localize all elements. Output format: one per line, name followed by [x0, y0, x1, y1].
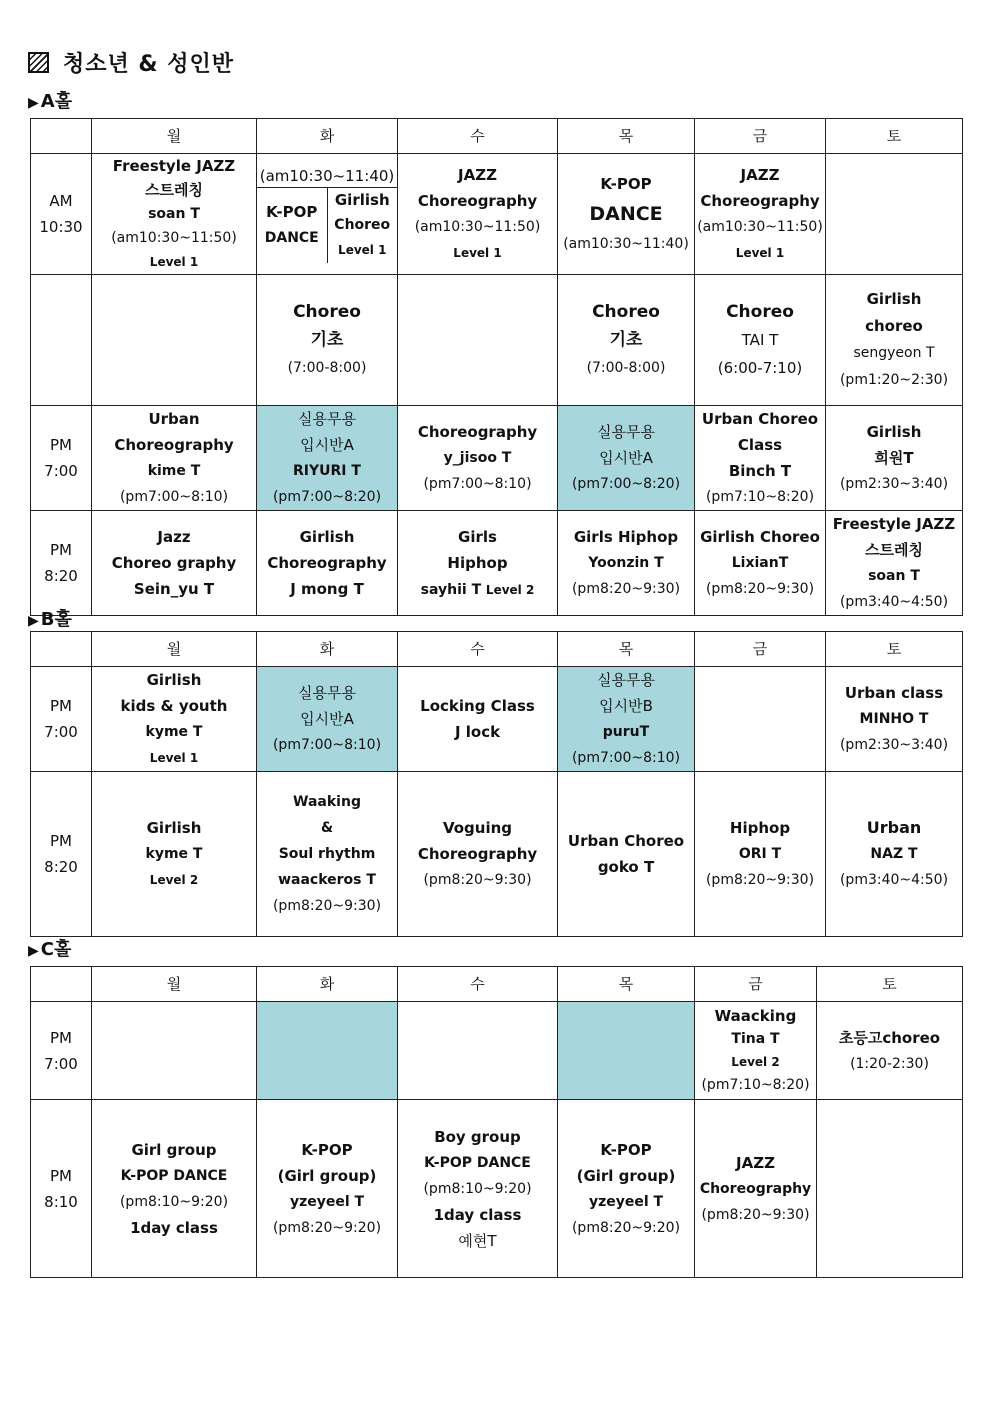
- day-header: 화: [257, 967, 398, 1002]
- day-header: 토: [826, 119, 963, 154]
- class-cell: Urban Choreo goko T: [558, 772, 695, 937]
- corner-cell: [31, 632, 92, 667]
- empty-cell: [92, 1002, 257, 1100]
- class-cell: K-POP (Girl group) yzeyeel T (pm8:20~9:20): [558, 1100, 695, 1278]
- time-cell: PM 8:20: [31, 772, 92, 937]
- class-cell: Girlish choreo sengyeon T (pm1:20~2:30): [826, 275, 963, 406]
- class-cell-split: [257, 154, 398, 275]
- class-cell: Girlish Choreo LixianT (pm8:20~9:30): [695, 511, 826, 616]
- class-cell: Urban NAZ T (pm3:40~4:50): [826, 772, 963, 937]
- empty-cell-highlighted: [558, 1002, 695, 1100]
- time-cell: PM 7:00: [31, 406, 92, 511]
- table-row: [31, 1002, 963, 1100]
- day-header: 목: [558, 119, 695, 154]
- split-subtable: [257, 165, 397, 263]
- day-header: 월: [92, 967, 257, 1002]
- class-cell: Girlish kids & youth kyme T Level 1: [92, 667, 257, 772]
- empty-cell: [817, 1100, 963, 1278]
- page-title: [28, 47, 234, 78]
- class-cell: Choreography y_jisoo T (pm7:00~8:10): [398, 406, 558, 511]
- day-header: 목: [558, 632, 695, 667]
- day-header: 월: [92, 119, 257, 154]
- page-title-text: 청소년 & 성인반: [63, 52, 235, 77]
- day-header: 금: [695, 967, 817, 1002]
- checkbox-hatched-icon: [28, 52, 49, 73]
- table-row: [31, 275, 963, 406]
- day-header: 토: [826, 632, 963, 667]
- class-cell: K-POP DANCE: [257, 187, 327, 263]
- table-row: [31, 511, 963, 616]
- class-cell: Girl group K-POP DANCE (pm8:10~9:20) 1day class: [92, 1100, 257, 1278]
- class-cell: Girlish kyme T Level 2: [92, 772, 257, 937]
- corner-cell: [31, 119, 92, 154]
- class-cell: Hiphop ORI T (pm8:20~9:30): [695, 772, 826, 937]
- table-row: [31, 154, 963, 275]
- day-header: 화: [257, 632, 398, 667]
- hall-b-label: ▶ B홀: [28, 609, 72, 630]
- hall-b-schedule-table: [30, 631, 963, 937]
- class-cell: Locking Class J lock: [398, 667, 558, 772]
- empty-cell: [826, 154, 963, 275]
- day-header: 목: [558, 967, 695, 1002]
- table-row: [31, 772, 963, 937]
- table-header-row: [31, 119, 963, 154]
- class-cell: Choreo TAI T (6:00-7:10): [695, 275, 826, 406]
- empty-cell: [92, 275, 257, 406]
- class-cell-highlighted: 실용무용 입시반A (pm7:00~8:20): [558, 406, 695, 511]
- class-cell: Urban Choreography kime T (pm7:00~8:10): [92, 406, 257, 511]
- time-cell: [31, 275, 92, 406]
- time-cell: PM 7:00: [31, 667, 92, 772]
- class-cell: JAZZ Choreography (am10:30~11:50) Level 1: [695, 154, 826, 275]
- class-cell: Waaking & Soul rhythm waackeros T (pm8:20~9:30): [257, 772, 398, 937]
- day-header: 토: [817, 967, 963, 1002]
- triangle-right-icon: ▶: [28, 613, 39, 629]
- day-header: 수: [398, 967, 558, 1002]
- day-header: 금: [695, 632, 826, 667]
- time-cell: PM 8:10: [31, 1100, 92, 1278]
- empty-cell: [398, 275, 558, 406]
- time-cell: PM 7:00: [31, 1002, 92, 1100]
- day-header: 화: [257, 119, 398, 154]
- class-cell: JAZZ Choreography (pm8:20~9:30): [695, 1100, 817, 1278]
- class-cell: Urban class MINHO T (pm2:30~3:40): [826, 667, 963, 772]
- day-header: 월: [92, 632, 257, 667]
- hall-c-schedule-table: [30, 966, 963, 1278]
- triangle-right-icon: ▶: [28, 95, 39, 111]
- table-row: [31, 406, 963, 511]
- table-row: [31, 1100, 963, 1278]
- empty-cell-highlighted: [257, 1002, 398, 1100]
- class-cell: Freestyle JAZZ 스트레칭 soan T (pm3:40~4:50): [826, 511, 963, 616]
- class-cell: Freestyle JAZZ 스트레칭 soan T (am10:30~11:50) Level 1: [92, 154, 257, 275]
- class-cell: Girls Hiphop sayhii T Level 2: [398, 511, 558, 616]
- triangle-right-icon: ▶: [28, 943, 39, 959]
- class-cell: JAZZ Choreography (am10:30~11:50) Level 1: [398, 154, 558, 275]
- class-cell: Girlish 희원T (pm2:30~3:40): [826, 406, 963, 511]
- time-cell: AM 10:30: [31, 154, 92, 275]
- class-cell: Voguing Choreography (pm8:20~9:30): [398, 772, 558, 937]
- hall-a-schedule-table: [30, 118, 963, 616]
- hall-a-label: ▶ A홀: [28, 91, 73, 112]
- class-cell: Girlish Choreo Level 1: [334, 190, 391, 257]
- class-cell: K-POP DANCE (am10:30~11:40): [558, 154, 695, 275]
- class-cell: 초등고choreo (1:20-2:30): [817, 1002, 963, 1100]
- table-row: [31, 667, 963, 772]
- class-cell: Boy group K-POP DANCE (pm8:10~9:20) 1day class 예현T: [398, 1100, 558, 1278]
- class-cell: Choreo 기초 (7:00-8:00): [257, 275, 398, 406]
- empty-cell: [398, 1002, 558, 1100]
- class-cell-highlighted: 실용무용 입시반A RIYURI T (pm7:00~8:20): [257, 406, 398, 511]
- class-cell: Choreo 기초 (7:00-8:00): [558, 275, 695, 406]
- class-cell: Girlish Choreography J mong T: [257, 511, 398, 616]
- table-header-row: [31, 967, 963, 1002]
- day-header: 수: [398, 119, 558, 154]
- hall-c-label: ▶ C홀: [28, 939, 72, 960]
- class-cell: K-POP (Girl group) yzeyeel T (pm8:20~9:20): [257, 1100, 398, 1278]
- day-header: 금: [695, 119, 826, 154]
- corner-cell: [31, 967, 92, 1002]
- class-cell: Girls Hiphop Yoonzin T (pm8:20~9:30): [558, 511, 695, 616]
- class-cell-highlighted: 실용무용 입시반B puruT (pm7:00~8:10): [558, 667, 695, 772]
- time-cell: PM 8:20: [31, 511, 92, 616]
- day-header: 수: [398, 632, 558, 667]
- class-cell: Jazz Choreo graphy Sein_yu T: [92, 511, 257, 616]
- class-cell: Waacking Tina T Level 2 (pm7:10~8:20): [695, 1002, 817, 1100]
- class-cell-highlighted: 실용무용 입시반A (pm7:00~8:10): [257, 667, 398, 772]
- table-header-row: [31, 632, 963, 667]
- split-time: (am10:30~11:40): [257, 165, 397, 187]
- class-cell: Urban Choreo Class Binch T (pm7:10~8:20): [695, 406, 826, 511]
- empty-cell: [695, 667, 826, 772]
